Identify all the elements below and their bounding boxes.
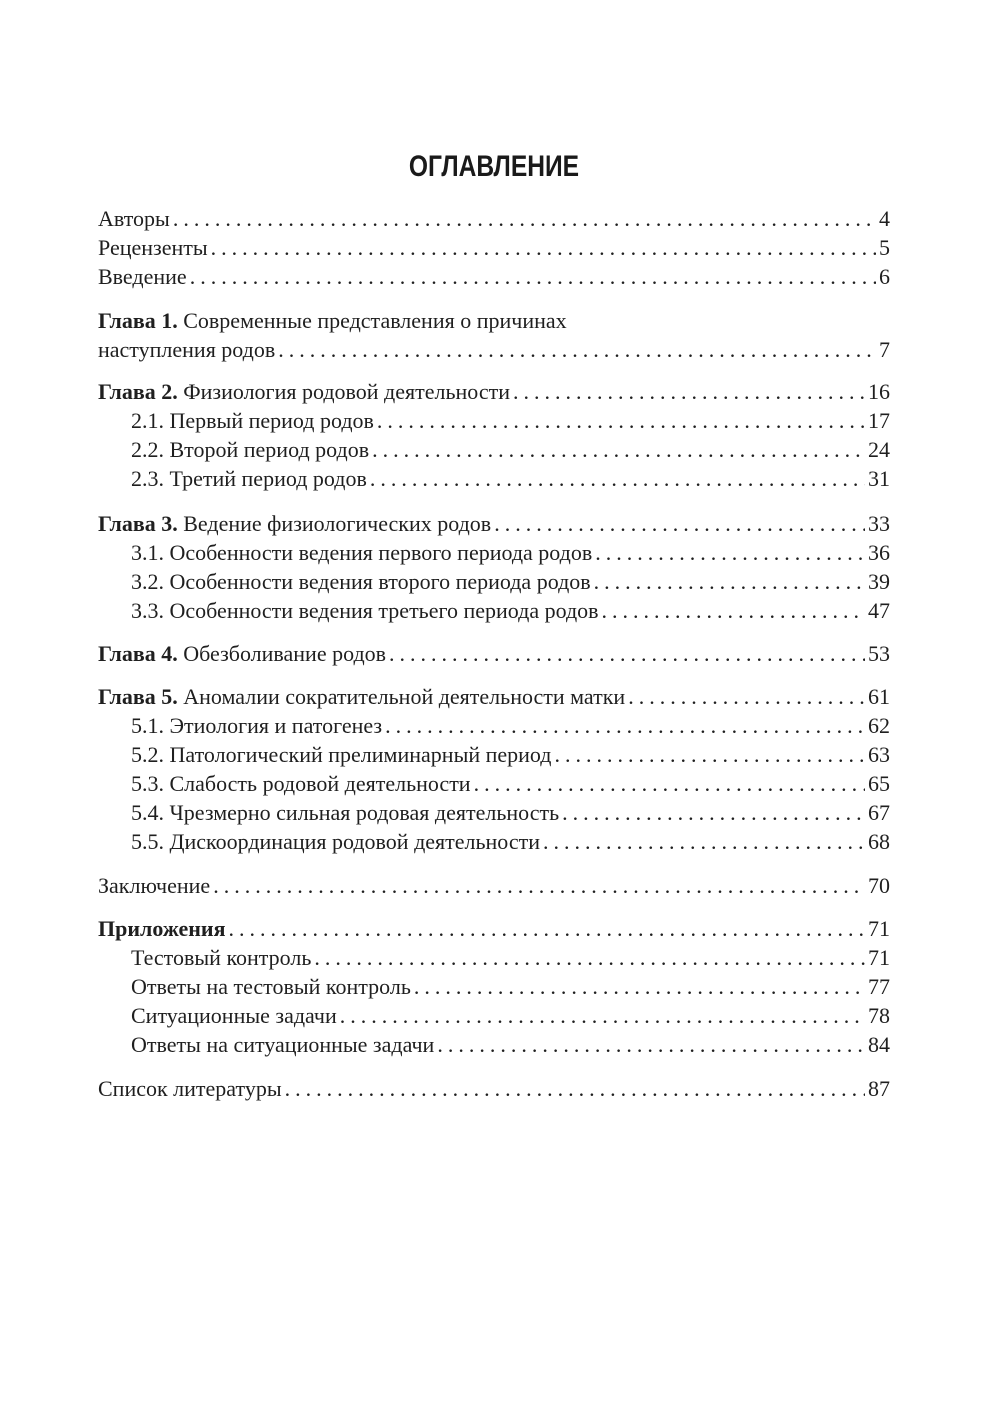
chapter-title: Современные представления о причинах <box>183 308 567 333</box>
entry-page: 17 <box>868 408 890 433</box>
toc-entry-introduction[interactable] <box>98 262 890 291</box>
dot-leader <box>555 740 866 769</box>
entry-label: Рецензенты <box>98 235 208 260</box>
entry-page: 53 <box>868 641 890 666</box>
toc-appendix-item[interactable] <box>98 943 890 972</box>
dot-leader <box>372 435 865 464</box>
toc-section[interactable] <box>98 769 890 798</box>
chapter-4-heading[interactable] <box>98 639 890 668</box>
toc-chapter-1 <box>98 306 890 364</box>
entry-page: 63 <box>868 742 890 767</box>
dot-leader <box>628 682 865 711</box>
dot-leader <box>602 596 865 625</box>
entry-page: 31 <box>868 466 890 491</box>
entry-page: 4 <box>879 206 890 231</box>
toc-entry-reviewers[interactable] <box>98 233 890 262</box>
toc-section[interactable] <box>98 596 890 625</box>
entry-page: 5 <box>879 235 890 260</box>
toc-section[interactable] <box>98 538 890 567</box>
toc-chapter-3 <box>98 509 890 625</box>
appendix-label: Ответы на ситуационные задачи <box>131 1032 435 1057</box>
dot-leader <box>370 464 865 493</box>
dot-leader <box>595 538 865 567</box>
entry-label: Авторы <box>98 206 170 231</box>
dot-leader <box>211 233 876 262</box>
entry-page: 70 <box>868 873 890 898</box>
chapter-2-heading[interactable] <box>98 377 890 406</box>
toc-section[interactable] <box>98 464 890 493</box>
section-label: 2.3. Третий период родов <box>131 466 367 491</box>
dot-leader <box>414 972 865 1001</box>
entry-page: 39 <box>868 569 890 594</box>
entry-page: 61 <box>868 684 890 709</box>
chapter-3-heading[interactable] <box>98 509 890 538</box>
toc-front-matter <box>98 204 890 291</box>
entry-page: 67 <box>868 800 890 825</box>
toc-section[interactable] <box>98 406 890 435</box>
dot-leader <box>385 711 865 740</box>
toc-section[interactable] <box>98 711 890 740</box>
entry-page: 77 <box>868 974 890 999</box>
dot-leader <box>278 335 876 364</box>
dot-leader <box>229 914 866 943</box>
entry-page: 16 <box>868 379 890 404</box>
toc-entry-references[interactable] <box>98 1074 890 1103</box>
chapter-title: Аномалии сократительной деятельности матки <box>183 684 626 709</box>
entry-page: 68 <box>868 829 890 854</box>
dot-leader <box>213 871 865 900</box>
section-label: 2.2. Второй период родов <box>131 437 370 462</box>
dot-leader <box>377 406 865 435</box>
entry-label: Введение <box>98 264 187 289</box>
entry-page: 36 <box>868 540 890 565</box>
entry-page: 7 <box>879 337 890 362</box>
appendix-label: Ответы на тестовый контроль <box>131 974 411 999</box>
section-label: 5.1. Этиология и патогенез <box>131 713 383 738</box>
toc-entry-authors[interactable] <box>98 204 890 233</box>
entry-page: 62 <box>868 713 890 738</box>
chapter-title: Обезболивание родов <box>183 641 387 666</box>
dot-leader <box>340 1001 865 1030</box>
section-label: 3.3. Особенности ведения третьего периода родов <box>131 598 599 623</box>
toc-section[interactable] <box>98 435 890 464</box>
toc-conclusion <box>98 871 890 900</box>
chapter-1-heading-line1[interactable] <box>98 306 890 335</box>
toc-appendix-item[interactable] <box>98 1001 890 1030</box>
chapter-1-heading-line2[interactable] <box>98 335 890 364</box>
entry-page: 84 <box>868 1032 890 1057</box>
toc-entry-conclusion[interactable] <box>98 871 890 900</box>
chapter-prefix: Глава 2. <box>98 379 178 404</box>
entry-page: 47 <box>868 598 890 623</box>
entry-label: Список литературы <box>98 1076 282 1101</box>
dot-leader <box>389 639 865 668</box>
section-label: 5.2. Патологический прелиминарный период <box>131 742 552 767</box>
entry-page: 65 <box>868 771 890 796</box>
toc-section[interactable] <box>98 798 890 827</box>
section-label: 3.2. Особенности ведения второго периода родов <box>131 569 591 594</box>
section-label: 2.1. Первый период родов <box>131 408 374 433</box>
dot-leader <box>543 827 865 856</box>
toc-appendix-item[interactable] <box>98 1030 890 1059</box>
chapter-title: Ведение физиологических родов <box>183 511 492 536</box>
page-title: ОГЛАВЛЕНИЕ <box>408 150 580 183</box>
dot-leader <box>474 769 865 798</box>
chapter-5-heading[interactable] <box>98 682 890 711</box>
section-label: 3.1. Особенности ведения первого периода родов <box>131 540 593 565</box>
toc-chapter-2 <box>98 377 890 493</box>
dot-leader <box>190 262 876 291</box>
toc-references <box>98 1074 890 1103</box>
chapter-prefix: Глава 3. <box>98 511 178 536</box>
chapter-title: Физиология родовой деятельности <box>183 379 510 404</box>
entry-page: 87 <box>868 1076 890 1101</box>
dot-leader <box>285 1074 865 1103</box>
toc-section[interactable] <box>98 827 890 856</box>
toc-appendix-item[interactable] <box>98 972 890 1001</box>
dot-leader <box>513 377 865 406</box>
entry-page: 33 <box>868 511 890 536</box>
section-label: 5.5. Дискоординация родовой деятельности <box>131 829 541 854</box>
entry-page: 6 <box>879 264 890 289</box>
dot-leader <box>437 1030 865 1059</box>
toc-section[interactable] <box>98 567 890 596</box>
chapter-prefix: Глава 4. <box>98 641 178 666</box>
section-label: 5.4. Чрезмерно сильная родовая деятельность <box>131 800 560 825</box>
entry-label: Заключение <box>98 873 211 898</box>
appendix-label: Ситуационные задачи <box>131 1003 337 1028</box>
appendices-heading[interactable] <box>98 914 890 943</box>
entry-page: 71 <box>868 945 890 970</box>
toc-section[interactable] <box>98 740 890 769</box>
chapter-title-cont: наступления родов <box>98 337 276 362</box>
appendices-label: Приложения <box>98 916 226 941</box>
dot-leader <box>173 204 876 233</box>
entry-page: 24 <box>868 437 890 462</box>
toc-appendices <box>98 914 890 1059</box>
chapter-prefix: Глава 1. <box>98 308 178 333</box>
section-label: 5.3. Слабость родовой деятельности <box>131 771 471 796</box>
entry-page: 71 <box>868 916 890 941</box>
toc-chapter-4 <box>98 639 890 668</box>
dot-leader <box>594 567 865 596</box>
dot-leader <box>314 943 865 972</box>
dot-leader <box>562 798 865 827</box>
chapter-prefix: Глава 5. <box>98 684 178 709</box>
toc-chapter-5 <box>98 682 890 856</box>
appendix-label: Тестовый контроль <box>131 945 312 970</box>
dot-leader <box>494 509 865 538</box>
entry-page: 78 <box>868 1003 890 1028</box>
